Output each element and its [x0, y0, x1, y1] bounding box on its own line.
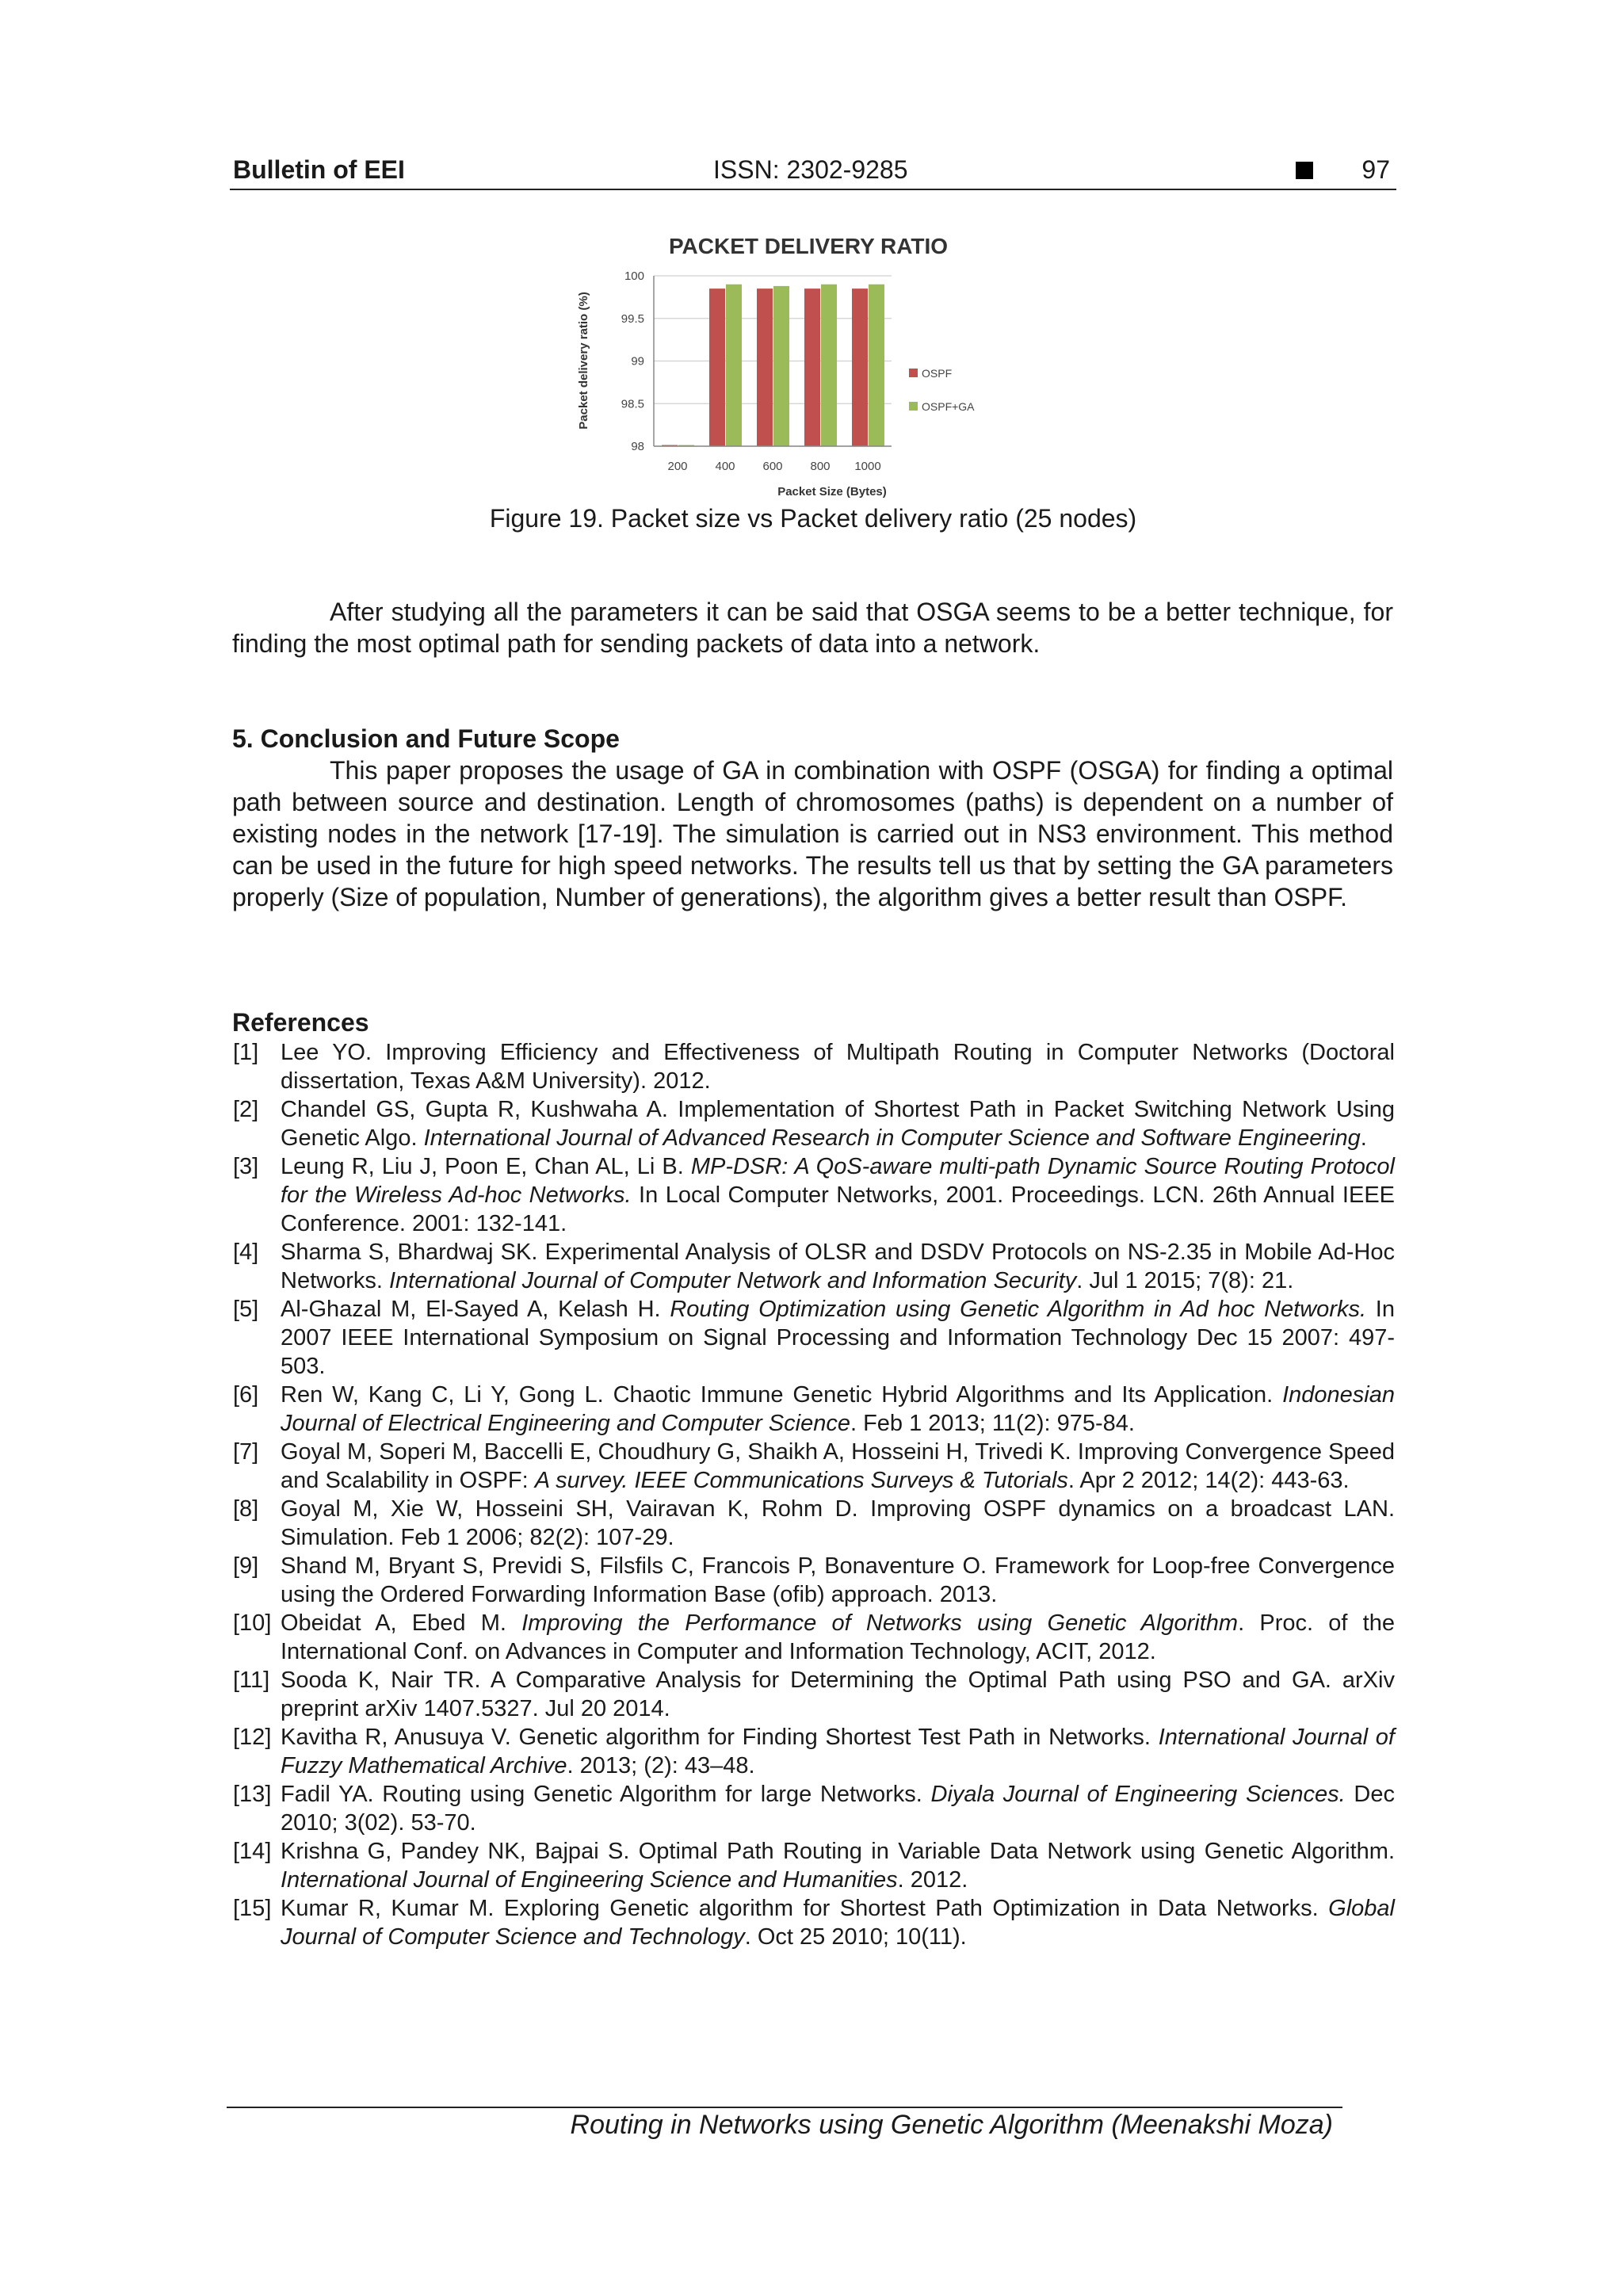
- reference-text: Chandel GS, Gupta R, Kushwaha A. Implementation of Shortest Path in Packet Switching Network Using Genetic Algo.: [281, 1097, 1395, 1151]
- reference-number: [9]: [233, 1553, 259, 1579]
- y-tick-label: 98.5: [621, 397, 644, 411]
- chart-title: PACKET DELIVERY RATIO: [668, 234, 949, 258]
- reference-item: [230, 1666, 1395, 1723]
- reference-source-italic: Diyala Journal of Engineering Sciences.: [930, 1782, 1346, 1807]
- reference-number: [14]: [233, 1839, 272, 1864]
- bar-ospf-ga-1000: [869, 285, 884, 446]
- reference-source-italic: Global Journal of Computer Science and Technology: [281, 1896, 1395, 1950]
- y-tick-label: 98: [631, 440, 644, 453]
- reference-text: Al-Ghazal M, El-Sayed A, Kelash H.: [281, 1297, 670, 1322]
- reference-text: Obeidat A, Ebed M.: [281, 1610, 522, 1636]
- y-tick-label: 99: [631, 354, 644, 369]
- reference-text: Sharma S, Bhardwaj SK. Experimental Analysis of OLSR and DSDV Protocols on NS-2.35 in Mobile Ad-Hoc Networks.: [281, 1240, 1395, 1293]
- reference-text: Kumar R, Kumar M. Exploring Genetic algorithm for Shortest Path Optimization in Data Networks.: [281, 1896, 1329, 1921]
- reference-number: [6]: [233, 1382, 259, 1408]
- reference-number: [12]: [233, 1725, 272, 1750]
- bar-ospf-800: [804, 288, 820, 446]
- page-number: 97: [1361, 155, 1390, 184]
- reference-list: [230, 1038, 1395, 1951]
- reference-text: . Proc. of the International Conf. on Advances in Computer and Information Technology, ACIT, 2012.: [281, 1610, 1395, 1664]
- reference-item: [230, 1495, 1395, 1552]
- reference-number: [13]: [233, 1782, 272, 1807]
- reference-text: Lee YO. Improving Efficiency and Effectiveness of Multipath Routing in Computer Networks (Doctoral dissertation, Texas A&M University). 2012.: [281, 1040, 1395, 1094]
- running-footer: Routing in Networks using Genetic Algorithm (Meenakshi Moza): [570, 2110, 1333, 2140]
- reference-number: [5]: [233, 1297, 259, 1322]
- y-axis-ticks: [621, 269, 644, 453]
- reference-item: [230, 1780, 1395, 1837]
- bar-ospf-ga-600: [773, 286, 789, 446]
- running-header: [230, 155, 1396, 190]
- reference-text: Goyal M, Soperi M, Baccelli E, Choudhury G, Shaikh A, Hosseini H, Trivedi K. Improving Convergence Speed and Scalability in OSPF:: [281, 1439, 1395, 1493]
- x-tick-label: 600: [762, 460, 783, 473]
- reference-text: . 2013; (2): 43–48.: [567, 1753, 755, 1778]
- reference-item: [230, 1095, 1395, 1152]
- reference-text: Krishna G, Pandey NK, Bajpai S. Optimal Path Routing in Variable Data Network using Genetic Algorithm.: [281, 1839, 1395, 1864]
- y-tick-label: 100: [624, 269, 644, 283]
- reference-text: In Local Computer Networks, 2001. Proceedings. LCN. 26th Annual IEEE Conference. 2001: 132-141.: [281, 1182, 1396, 1236]
- x-tick-label: 800: [810, 460, 831, 473]
- reference-item: [230, 1438, 1395, 1495]
- y-tick-label: 99.5: [621, 311, 644, 326]
- reference-item: [230, 1152, 1395, 1238]
- bar-ospf-600: [757, 288, 773, 446]
- x-tick-label: 1000: [854, 460, 881, 473]
- reference-source-italic: MP-DSR: A QoS-aware multi-path Dynamic Source Routing Protocol for the Wireless Ad-hoc Networks.: [281, 1154, 1395, 1208]
- reference-source-italic: Routing Optimization using Genetic Algorithm in Ad hoc Networks.: [670, 1297, 1367, 1322]
- bar-ospf-400: [709, 288, 725, 446]
- x-axis-ticks: [667, 460, 880, 473]
- reference-text: . Oct 25 2010; 10(11).: [744, 1924, 967, 1950]
- reference-item: [230, 1894, 1395, 1951]
- y-axis-label: Packet delivery ratio (%): [577, 292, 590, 430]
- reference-item: [230, 1038, 1395, 1095]
- reference-number: [3]: [233, 1154, 259, 1179]
- reference-text: Fadil YA. Routing using Genetic Algorithm for large Networks.: [281, 1782, 931, 1807]
- section-heading-conclusion: 5. Conclusion and Future Scope: [232, 724, 620, 753]
- bar-ospf-1000: [852, 288, 868, 446]
- journal-name: Bulletin of EEI: [233, 155, 405, 184]
- reference-item: [230, 1552, 1395, 1609]
- paragraph-summary: After studying all the parameters it can be said that OSGA seems to be a better technique, for finding the most optimal path for sending packets of data into a network.: [232, 598, 1393, 658]
- reference-number: [7]: [233, 1439, 259, 1465]
- legend-swatch: [909, 402, 918, 411]
- reference-item: [230, 1295, 1395, 1381]
- reference-number: [11]: [233, 1668, 270, 1693]
- reference-number: [2]: [233, 1097, 259, 1122]
- chart-bars: [662, 285, 884, 446]
- reference-source-italic: Indonesian Journal of Electrical Engineering and Computer Science: [281, 1382, 1395, 1436]
- footer-rule: [227, 2107, 1342, 2108]
- reference-text: . Apr 2 2012; 14(2): 443-63.: [1067, 1468, 1350, 1493]
- issn: ISSN: 2302-9285: [713, 155, 908, 184]
- reference-text: Sooda K, Nair TR. A Comparative Analysis for Determining the Optimal Path using PSO and GA. arXiv preprint arXiv 1407.5327. Jul 20 2014.: [281, 1668, 1395, 1721]
- packet-delivery-ratio-chart: [567, 230, 1074, 507]
- reference-number: [1]: [233, 1040, 259, 1065]
- reference-source-italic: Improving the Performance of Networks using Genetic Algorithm: [521, 1610, 1239, 1636]
- reference-text: Dec 2010; 3(02). 53-70.: [281, 1782, 1395, 1836]
- reference-number: [15]: [233, 1896, 272, 1921]
- square-bullet-icon: [1296, 162, 1313, 179]
- reference-text: . Jul 1 2015; 7(8): 21.: [1076, 1268, 1294, 1293]
- reference-source-italic: International Journal of Fuzzy Mathematical Archive: [281, 1725, 1395, 1778]
- paragraph-conclusion: This paper proposes the usage of GA in combination with OSPF (OSGA) for finding a optimal path between source and destination. Length of chromosomes (paths) is dependent on a number of existing nodes in the network [17-19]. The simulation is carried out in NS3 environment. This method can be used in the future for high speed networks. The results tell us that by setting the GA parameters properly (Size of population, Number of generations), the algorithm gives a better result than OSPF.: [232, 756, 1393, 911]
- reference-number: [10]: [233, 1610, 272, 1636]
- reference-item: [230, 1238, 1395, 1295]
- reference-text: In 2007 IEEE International Symposium on Signal Processing and Information Technology Dec 15 2007: 497-503.: [281, 1297, 1395, 1379]
- reference-item: [230, 1609, 1395, 1666]
- reference-text: . Feb 1 2013; 11(2): 975-84.: [850, 1411, 1135, 1436]
- reference-number: [4]: [233, 1240, 259, 1265]
- reference-source-italic: International Journal of Advanced Research in Computer Science and Software Engineering: [423, 1125, 1361, 1151]
- figure-caption: Figure 19. Packet size vs Packet delivery ratio (25 nodes): [489, 504, 1137, 533]
- legend-swatch: [909, 369, 918, 377]
- reference-text: Leung R, Liu J, Poon E, Chan AL, Li B.: [281, 1154, 691, 1179]
- legend-label: OSPF+GA: [922, 400, 975, 413]
- reference-item: [230, 1837, 1395, 1894]
- reference-source-italic: International Journal of Engineering Science and Humanities: [281, 1867, 898, 1893]
- x-tick-label: 200: [667, 460, 688, 473]
- reference-item: [230, 1723, 1395, 1780]
- reference-number: [8]: [233, 1496, 259, 1522]
- references-heading: References: [232, 1008, 369, 1037]
- reference-text: Shand M, Bryant S, Previdi S, Filsfils C, Francois P, Bonaventure O. Framework for Loop-free Convergence using the Ordered Forwarding Information Base (ofib) approach. 2013.: [281, 1553, 1395, 1607]
- bar-ospf-ga-800: [821, 285, 837, 446]
- reference-text: Kavitha R, Anusuya V. Genetic algorithm for Finding Shortest Test Path in Networks.: [281, 1725, 1159, 1750]
- reference-source-italic: International Journal of Computer Network and Information Security: [388, 1268, 1077, 1293]
- x-axis-label: Packet Size (Bytes): [777, 485, 887, 499]
- chart-legend: [909, 367, 975, 413]
- reference-source-italic: A survey. IEEE Communications Surveys & Tutorials: [534, 1468, 1068, 1493]
- reference-text: Ren W, Kang C, Li Y, Gong L. Chaotic Immune Genetic Hybrid Algorithms and Its Application.: [281, 1382, 1283, 1408]
- bar-ospf-ga-400: [726, 285, 742, 446]
- x-tick-label: 400: [715, 460, 735, 473]
- reference-item: [230, 1381, 1395, 1438]
- reference-text: Goyal M, Xie W, Hosseini SH, Vairavan K, Rohm D. Improving OSPF dynamics on a broadcast LAN. Simulation. Feb 1 2006; 82(2): 107-29.: [281, 1496, 1395, 1550]
- legend-label: OSPF: [922, 367, 953, 380]
- reference-text: . 2012.: [897, 1867, 968, 1893]
- reference-text: .: [1360, 1125, 1367, 1151]
